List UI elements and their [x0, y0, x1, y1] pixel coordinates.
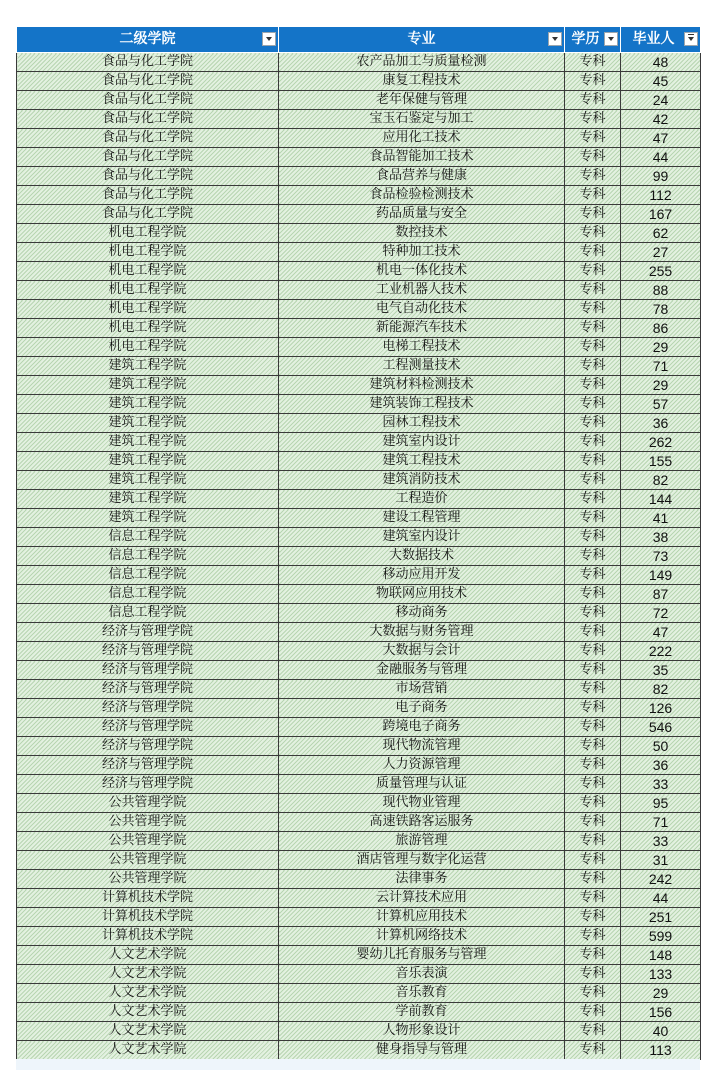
table-row [17, 243, 701, 262]
cell-major[interactable]: 音乐表演 [279, 965, 565, 984]
header-major[interactable] [279, 27, 565, 53]
table-row [17, 794, 701, 813]
cell-graduates[interactable]: 144 [621, 490, 701, 509]
table-row [17, 281, 701, 300]
cell-major[interactable]: 移动应用开发 [279, 566, 565, 585]
cell-college[interactable]: 经济与管理学院 [17, 680, 279, 699]
cell-graduates[interactable]: 45 [621, 72, 701, 91]
cell-graduates[interactable]: 31 [621, 851, 701, 870]
cell-major[interactable]: 建筑装饰工程技术 [279, 395, 565, 414]
cell-degree[interactable]: 专科 [565, 167, 621, 186]
cell-college[interactable]: 建筑工程学院 [17, 357, 279, 376]
table-row [17, 338, 701, 357]
table-row [17, 91, 701, 110]
table-row [17, 984, 701, 1003]
cell-degree[interactable]: 专科 [565, 110, 621, 129]
cell-college[interactable]: 建筑工程学院 [17, 433, 279, 452]
table-row [17, 756, 701, 775]
cell-major[interactable]: 建筑室内设计 [279, 528, 565, 547]
cell-major[interactable]: 建筑室内设计 [279, 433, 565, 452]
cell-degree[interactable]: 专科 [565, 680, 621, 699]
cell-degree[interactable]: 专科 [565, 281, 621, 300]
cell-graduates[interactable]: 29 [621, 984, 701, 1003]
cell-college[interactable]: 经济与管理学院 [17, 718, 279, 737]
cell-major[interactable]: 建设工程管理 [279, 509, 565, 528]
cell-major[interactable]: 宝玉石鉴定与加工 [279, 110, 565, 129]
cell-degree[interactable]: 专科 [565, 300, 621, 319]
table-row [17, 870, 701, 889]
cell-major[interactable]: 食品营养与健康 [279, 167, 565, 186]
table-body [17, 53, 701, 1060]
cell-major[interactable]: 电子商务 [279, 699, 565, 718]
cell-graduates[interactable]: 35 [621, 661, 701, 680]
header-major-label: 专业 [407, 31, 436, 47]
table-row [17, 889, 701, 908]
table-row [17, 927, 701, 946]
cell-graduates[interactable]: 99 [621, 167, 701, 186]
cell-college[interactable]: 公共管理学院 [17, 794, 279, 813]
cell-graduates[interactable]: 48 [621, 53, 701, 72]
cell-major[interactable]: 工程测量技术 [279, 357, 565, 376]
cell-college[interactable]: 机电工程学院 [17, 300, 279, 319]
cell-major[interactable]: 大数据与会计 [279, 642, 565, 661]
table-row [17, 623, 701, 642]
cell-college[interactable]: 食品与化工学院 [17, 72, 279, 91]
graduates-table [16, 26, 701, 1060]
header-graduates[interactable] [621, 27, 701, 53]
table-row [17, 319, 701, 338]
cell-major[interactable]: 大数据技术 [279, 547, 565, 566]
cell-college[interactable]: 机电工程学院 [17, 281, 279, 300]
cell-college[interactable]: 计算机技术学院 [17, 908, 279, 927]
cell-graduates[interactable]: 44 [621, 148, 701, 167]
cell-college[interactable]: 机电工程学院 [17, 319, 279, 338]
cell-major[interactable]: 机电一体化技术 [279, 262, 565, 281]
cell-graduates[interactable]: 29 [621, 376, 701, 395]
cell-graduates[interactable]: 40 [621, 1022, 701, 1041]
cell-major[interactable]: 现代物流管理 [279, 737, 565, 756]
cell-graduates[interactable]: 133 [621, 965, 701, 984]
cell-major[interactable]: 特种加工技术 [279, 243, 565, 262]
table-row [17, 129, 701, 148]
cell-graduates[interactable]: 36 [621, 414, 701, 433]
cell-college[interactable]: 建筑工程学院 [17, 414, 279, 433]
table-row [17, 642, 701, 661]
cell-major[interactable]: 金融服务与管理 [279, 661, 565, 680]
cell-graduates[interactable]: 82 [621, 471, 701, 490]
table-row [17, 566, 701, 585]
cell-major[interactable]: 高速铁路客运服务 [279, 813, 565, 832]
cell-graduates[interactable]: 255 [621, 262, 701, 281]
cell-major[interactable]: 计算机应用技术 [279, 908, 565, 927]
cell-major[interactable]: 老年保健与管理 [279, 91, 565, 110]
table-row [17, 1003, 701, 1022]
cell-college[interactable]: 人文艺术学院 [17, 1041, 279, 1060]
cell-degree[interactable]: 专科 [565, 72, 621, 91]
cell-degree[interactable]: 专科 [565, 205, 621, 224]
cell-major[interactable]: 食品检验检测技术 [279, 186, 565, 205]
cell-college[interactable]: 食品与化工学院 [17, 167, 279, 186]
table-row [17, 718, 701, 737]
cell-degree[interactable]: 专科 [565, 889, 621, 908]
table-row [17, 680, 701, 699]
table-row [17, 148, 701, 167]
cell-graduates[interactable]: 87 [621, 585, 701, 604]
cell-college[interactable]: 经济与管理学院 [17, 737, 279, 756]
cell-degree[interactable]: 专科 [565, 737, 621, 756]
header-degree-label: 学历 [571, 31, 600, 47]
cell-degree[interactable]: 专科 [565, 623, 621, 642]
table-row [17, 604, 701, 623]
cell-degree[interactable]: 专科 [565, 832, 621, 851]
table-row [17, 72, 701, 91]
cell-major[interactable]: 电梯工程技术 [279, 338, 565, 357]
cell-major[interactable]: 现代物业管理 [279, 794, 565, 813]
table-row [17, 775, 701, 794]
cell-college[interactable]: 经济与管理学院 [17, 775, 279, 794]
cell-major[interactable]: 婴幼儿托育服务与管理 [279, 946, 565, 965]
cell-graduates[interactable]: 71 [621, 357, 701, 376]
header-row [17, 27, 701, 53]
cell-college[interactable]: 食品与化工学院 [17, 91, 279, 110]
cell-college[interactable]: 人文艺术学院 [17, 946, 279, 965]
cell-graduates[interactable]: 222 [621, 642, 701, 661]
table-row [17, 490, 701, 509]
table-row [17, 832, 701, 851]
cell-degree[interactable]: 专科 [565, 91, 621, 110]
cell-graduates[interactable]: 72 [621, 604, 701, 623]
table-row [17, 376, 701, 395]
cell-major[interactable]: 物联网应用技术 [279, 585, 565, 604]
cell-major[interactable]: 云计算技术应用 [279, 889, 565, 908]
table-row [17, 395, 701, 414]
cell-degree[interactable]: 专科 [565, 718, 621, 737]
cell-college[interactable]: 建筑工程学院 [17, 490, 279, 509]
cell-graduates[interactable]: 113 [621, 1041, 701, 1060]
cell-college[interactable]: 机电工程学院 [17, 243, 279, 262]
table-row [17, 452, 701, 471]
cell-graduates[interactable]: 44 [621, 889, 701, 908]
cell-college[interactable]: 建筑工程学院 [17, 395, 279, 414]
filter-dropdown-icon[interactable] [604, 32, 618, 46]
cell-major[interactable]: 工业机器人技术 [279, 281, 565, 300]
table-row [17, 167, 701, 186]
filter-dropdown-icon[interactable] [548, 32, 562, 46]
cell-graduates[interactable]: 50 [621, 737, 701, 756]
cell-major[interactable]: 法律事务 [279, 870, 565, 889]
table-row [17, 414, 701, 433]
cell-degree[interactable]: 专科 [565, 585, 621, 604]
cell-college[interactable]: 经济与管理学院 [17, 642, 279, 661]
cell-major[interactable]: 旅游管理 [279, 832, 565, 851]
cell-graduates[interactable]: 42 [621, 110, 701, 129]
cell-degree[interactable]: 专科 [565, 471, 621, 490]
cell-college[interactable]: 人文艺术学院 [17, 1022, 279, 1041]
cell-major[interactable]: 建筑工程技术 [279, 452, 565, 471]
cell-degree[interactable]: 专科 [565, 775, 621, 794]
cell-graduates[interactable]: 36 [621, 756, 701, 775]
header-college[interactable] [17, 27, 279, 53]
cell-degree[interactable]: 专科 [565, 53, 621, 72]
cell-college[interactable]: 人文艺术学院 [17, 1003, 279, 1022]
cell-college[interactable]: 计算机技术学院 [17, 889, 279, 908]
cell-degree[interactable]: 专科 [565, 433, 621, 452]
cell-degree[interactable]: 专科 [565, 509, 621, 528]
cell-college[interactable]: 信息工程学院 [17, 566, 279, 585]
table-row [17, 509, 701, 528]
table-row [17, 699, 701, 718]
cell-degree[interactable]: 专科 [565, 490, 621, 509]
cell-degree[interactable]: 专科 [565, 661, 621, 680]
cell-major[interactable]: 人物形象设计 [279, 1022, 565, 1041]
cell-graduates[interactable]: 148 [621, 946, 701, 965]
cell-graduates[interactable]: 24 [621, 91, 701, 110]
cell-college[interactable]: 信息工程学院 [17, 528, 279, 547]
cell-degree[interactable]: 专科 [565, 813, 621, 832]
cell-college[interactable]: 经济与管理学院 [17, 756, 279, 775]
cell-major[interactable]: 农产品加工与质量检测 [279, 53, 565, 72]
sheet-bottom-edge [16, 1059, 700, 1070]
cell-major[interactable]: 园林工程技术 [279, 414, 565, 433]
cell-graduates[interactable]: 38 [621, 528, 701, 547]
table-row [17, 1022, 701, 1041]
cell-major[interactable]: 人力资源管理 [279, 756, 565, 775]
cell-major[interactable]: 跨境电子商务 [279, 718, 565, 737]
table-row [17, 946, 701, 965]
cell-graduates[interactable]: 47 [621, 623, 701, 642]
cell-graduates[interactable]: 149 [621, 566, 701, 585]
table-row [17, 585, 701, 604]
cell-major[interactable]: 移动商务 [279, 604, 565, 623]
cell-graduates[interactable]: 242 [621, 870, 701, 889]
cell-degree[interactable]: 专科 [565, 851, 621, 870]
cell-college[interactable]: 公共管理学院 [17, 813, 279, 832]
cell-major[interactable]: 计算机网络技术 [279, 927, 565, 946]
cell-college[interactable]: 公共管理学院 [17, 870, 279, 889]
table-row [17, 965, 701, 984]
cell-college[interactable]: 食品与化工学院 [17, 110, 279, 129]
cell-college[interactable]: 经济与管理学院 [17, 699, 279, 718]
cell-graduates[interactable]: 78 [621, 300, 701, 319]
cell-college[interactable]: 食品与化工学院 [17, 148, 279, 167]
cell-college[interactable]: 公共管理学院 [17, 851, 279, 870]
cell-college[interactable]: 计算机技术学院 [17, 927, 279, 946]
cell-degree[interactable]: 专科 [565, 376, 621, 395]
cell-college[interactable]: 经济与管理学院 [17, 623, 279, 642]
cell-college[interactable]: 信息工程学院 [17, 604, 279, 623]
cell-graduates[interactable]: 86 [621, 319, 701, 338]
cell-college[interactable]: 人文艺术学院 [17, 965, 279, 984]
cell-college[interactable]: 食品与化工学院 [17, 53, 279, 72]
cell-degree[interactable]: 专科 [565, 414, 621, 433]
cell-graduates[interactable]: 546 [621, 718, 701, 737]
cell-major[interactable]: 食品智能加工技术 [279, 148, 565, 167]
table-row [17, 528, 701, 547]
cell-college[interactable]: 建筑工程学院 [17, 452, 279, 471]
cell-major[interactable]: 建筑材料检测技术 [279, 376, 565, 395]
cell-degree[interactable]: 专科 [565, 794, 621, 813]
table-row [17, 433, 701, 452]
cell-major[interactable]: 酒店管理与数字化运营 [279, 851, 565, 870]
cell-major[interactable]: 康复工程技术 [279, 72, 565, 91]
cell-degree[interactable]: 专科 [565, 642, 621, 661]
table-row [17, 357, 701, 376]
cell-graduates[interactable]: 33 [621, 775, 701, 794]
cell-major[interactable]: 质量管理与认证 [279, 775, 565, 794]
table-row [17, 908, 701, 927]
sort-filter-icon[interactable] [684, 32, 698, 46]
cell-degree[interactable]: 专科 [565, 186, 621, 205]
cell-degree[interactable]: 专科 [565, 946, 621, 965]
cell-college[interactable]: 公共管理学院 [17, 832, 279, 851]
cell-college[interactable]: 食品与化工学院 [17, 129, 279, 148]
cell-graduates[interactable]: 33 [621, 832, 701, 851]
cell-graduates[interactable]: 155 [621, 452, 701, 471]
cell-graduates[interactable]: 126 [621, 699, 701, 718]
table-row [17, 1041, 701, 1060]
filter-dropdown-icon[interactable] [262, 32, 276, 46]
cell-degree[interactable]: 专科 [565, 452, 621, 471]
cell-college[interactable]: 信息工程学院 [17, 547, 279, 566]
cell-degree[interactable]: 专科 [565, 1022, 621, 1041]
table-row [17, 224, 701, 243]
cell-degree[interactable]: 专科 [565, 547, 621, 566]
cell-degree[interactable]: 专科 [565, 908, 621, 927]
cell-college[interactable]: 经济与管理学院 [17, 661, 279, 680]
cell-college[interactable]: 食品与化工学院 [17, 205, 279, 224]
cell-graduates[interactable]: 112 [621, 186, 701, 205]
cell-degree[interactable]: 专科 [565, 965, 621, 984]
cell-degree[interactable]: 专科 [565, 566, 621, 585]
cell-graduates[interactable]: 95 [621, 794, 701, 813]
cell-college[interactable]: 机电工程学院 [17, 262, 279, 281]
cell-college[interactable]: 信息工程学院 [17, 585, 279, 604]
table-row [17, 737, 701, 756]
cell-degree[interactable]: 专科 [565, 319, 621, 338]
header-college-label: 二级学院 [119, 31, 176, 47]
cell-major[interactable]: 建筑消防技术 [279, 471, 565, 490]
cell-graduates[interactable]: 27 [621, 243, 701, 262]
table-row [17, 471, 701, 490]
table-row [17, 205, 701, 224]
cell-degree[interactable]: 专科 [565, 243, 621, 262]
cell-graduates[interactable]: 167 [621, 205, 701, 224]
table-row [17, 262, 701, 281]
cell-degree[interactable]: 专科 [565, 262, 621, 281]
table-row [17, 813, 701, 832]
cell-graduates[interactable]: 41 [621, 509, 701, 528]
cell-degree[interactable]: 专科 [565, 528, 621, 547]
table-row [17, 110, 701, 129]
cell-degree[interactable]: 专科 [565, 148, 621, 167]
cell-major[interactable]: 大数据与财务管理 [279, 623, 565, 642]
cell-graduates[interactable]: 62 [621, 224, 701, 243]
cell-graduates[interactable]: 57 [621, 395, 701, 414]
header-degree[interactable] [565, 27, 621, 53]
cell-degree[interactable]: 专科 [565, 338, 621, 357]
cell-college[interactable]: 机电工程学院 [17, 338, 279, 357]
cell-graduates[interactable]: 73 [621, 547, 701, 566]
cell-degree[interactable]: 专科 [565, 1003, 621, 1022]
cell-degree[interactable]: 专科 [565, 129, 621, 148]
table-row [17, 300, 701, 319]
cell-degree[interactable]: 专科 [565, 604, 621, 623]
cell-graduates[interactable]: 82 [621, 680, 701, 699]
cell-major[interactable]: 工程造价 [279, 490, 565, 509]
table-row [17, 547, 701, 566]
cell-college[interactable]: 建筑工程学院 [17, 376, 279, 395]
header-graduates-label: 毕业人 [632, 31, 675, 47]
cell-major[interactable]: 市场营销 [279, 680, 565, 699]
cell-degree[interactable]: 专科 [565, 699, 621, 718]
cell-graduates[interactable]: 71 [621, 813, 701, 832]
cell-degree[interactable]: 专科 [565, 224, 621, 243]
table-row [17, 851, 701, 870]
table-row [17, 186, 701, 205]
cell-major[interactable]: 药品质量与安全 [279, 205, 565, 224]
cell-major[interactable]: 新能源汽车技术 [279, 319, 565, 338]
cell-degree[interactable]: 专科 [565, 756, 621, 775]
cell-graduates[interactable]: 47 [621, 129, 701, 148]
cell-degree[interactable]: 专科 [565, 1041, 621, 1060]
cell-degree[interactable]: 专科 [565, 927, 621, 946]
cell-graduates[interactable]: 29 [621, 338, 701, 357]
cell-degree[interactable]: 专科 [565, 357, 621, 376]
table-row [17, 53, 701, 72]
cell-major[interactable]: 音乐教育 [279, 984, 565, 1003]
cell-degree[interactable]: 专科 [565, 870, 621, 889]
cell-college[interactable]: 食品与化工学院 [17, 186, 279, 205]
cell-graduates[interactable]: 599 [621, 927, 701, 946]
cell-major[interactable]: 电气自动化技术 [279, 300, 565, 319]
cell-degree[interactable]: 专科 [565, 395, 621, 414]
cell-graduates[interactable]: 251 [621, 908, 701, 927]
cell-major[interactable]: 学前教育 [279, 1003, 565, 1022]
cell-degree[interactable]: 专科 [565, 984, 621, 1003]
cell-graduates[interactable]: 156 [621, 1003, 701, 1022]
cell-college[interactable]: 建筑工程学院 [17, 509, 279, 528]
spreadsheet-table-container [16, 26, 700, 1060]
cell-graduates[interactable]: 88 [621, 281, 701, 300]
cell-college[interactable]: 人文艺术学院 [17, 984, 279, 1003]
cell-college[interactable]: 建筑工程学院 [17, 471, 279, 490]
table-row [17, 661, 701, 680]
cell-major[interactable]: 数控技术 [279, 224, 565, 243]
cell-major[interactable]: 健身指导与管理 [279, 1041, 565, 1060]
cell-college[interactable]: 机电工程学院 [17, 224, 279, 243]
cell-graduates[interactable]: 262 [621, 433, 701, 452]
cell-major[interactable]: 应用化工技术 [279, 129, 565, 148]
